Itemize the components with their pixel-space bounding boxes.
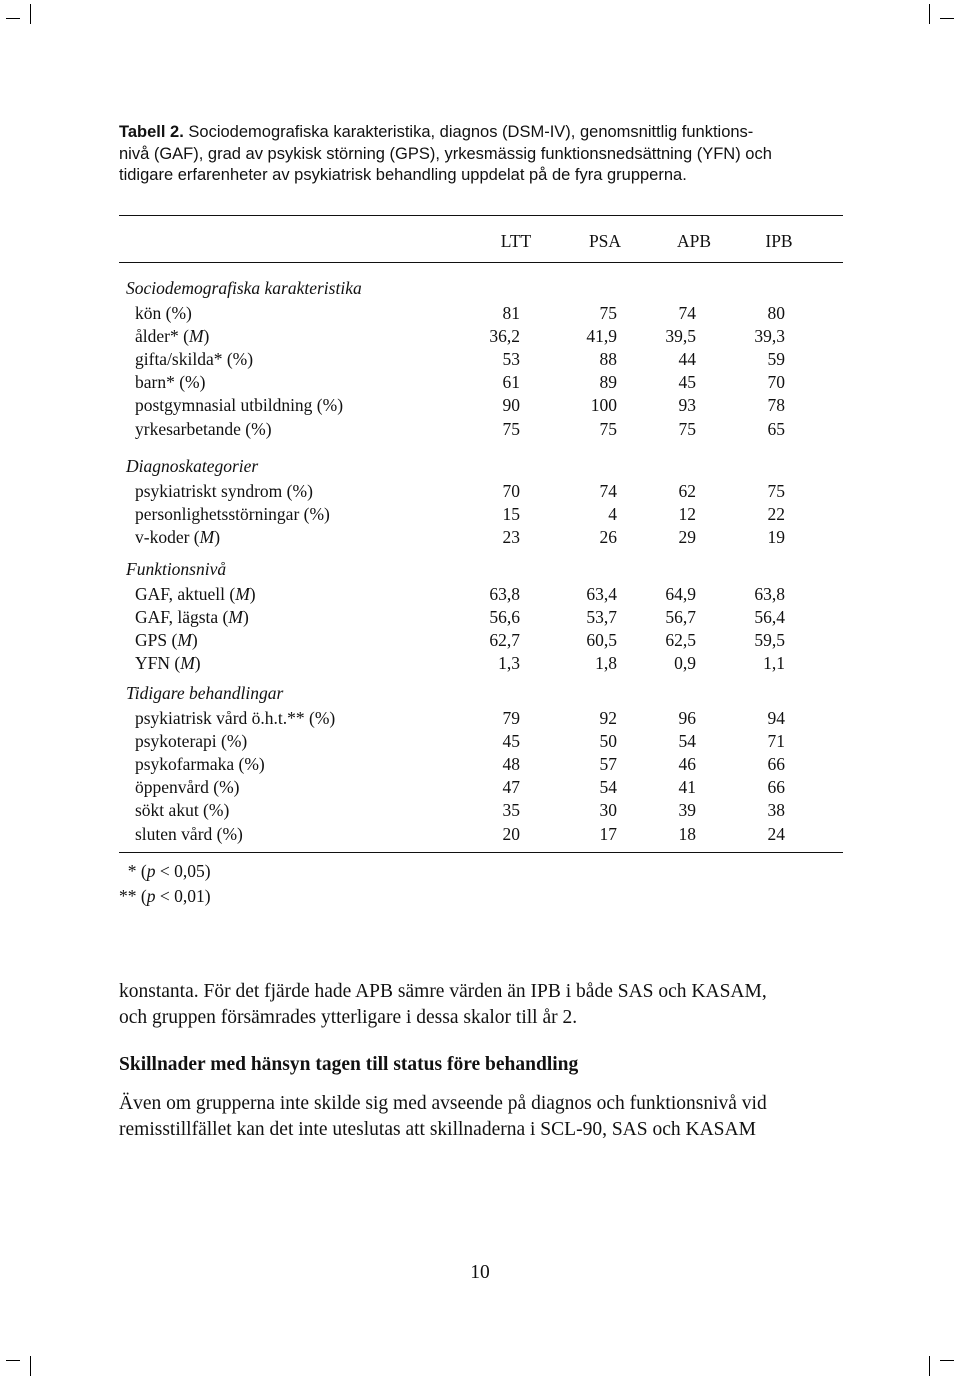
cell-apb: 45 [678,372,696,393]
column-header-ltt: LTT [500,231,532,251]
row-label-text: ) [249,583,256,604]
table-row [0,753,960,775]
cell-ipb: 70 [767,372,785,393]
table-caption [119,122,843,187]
table-row [0,418,960,440]
cell-ipb: 59,5 [754,629,785,650]
table-row [0,799,960,821]
cell-apb: 56,7 [665,606,696,627]
section-heading: Skillnader med hänsyn tagen till status före behandling [119,1054,579,1075]
row-label-text: ) [203,325,210,346]
row-label-text: v-koder ( [135,526,200,547]
row-label: gifta/skilda* (%) [135,348,254,369]
cell-apb: 96 [678,707,696,728]
row-label [135,606,249,628]
cell-ltt: 70 [502,480,520,501]
table-row [0,348,960,370]
caption-label: Tabell 2. [119,123,184,141]
footnote-2-post: < 0,01) [155,886,211,906]
cell-ipb: 24 [767,823,785,844]
cell-ltt: 53 [502,348,520,369]
cell-apb: 44 [678,348,696,369]
footnote-significance-005 [119,860,211,882]
cell-ipb: 59 [767,348,785,369]
cell-ltt: 63,8 [489,583,520,604]
column-header-ipb: IPB [765,231,793,251]
cell-apb: 74 [678,302,696,323]
cell-psa: 100 [590,395,617,416]
caption-line-1-text: Sociodemografiska karakteristika, diagnos (DSM-IV), genomsnittlig funktions- [188,123,754,141]
table-bottom-rule [119,852,843,853]
cell-ltt: 61 [502,372,520,393]
cell-apb: 62,5 [665,629,696,650]
cell-psa: 30 [599,800,617,821]
cell-ipb: 22 [767,503,785,524]
cell-apb: 39,5 [665,325,696,346]
section-title: Tidigare behandlingar [126,683,284,703]
cell-psa: 60,5 [586,629,617,650]
cell-ipb: 78 [767,395,785,416]
cell-ltt: 56,6 [489,606,520,627]
crop-mark-top-left-horizontal [6,18,20,19]
row-label-text: ) [191,629,198,650]
body-paragraph-1-line-2: och gruppen försämrades ytterligare i dessa skalor till år 2. [119,1006,578,1028]
row-label-italic: M [180,653,195,674]
row-label: öppenvård (%) [135,777,240,798]
cell-ipb: 66 [767,753,785,774]
table-row [0,707,960,729]
cell-ltt: 23 [502,526,520,547]
cell-ltt: 35 [502,800,520,821]
row-label-text: ) [242,606,249,627]
section-title: Sociodemografiska karakteristika [126,278,362,298]
row-label [135,583,256,605]
table-row [0,302,960,324]
caption-line-3: tidigare erfarenheter av psykiatrisk behandling uppdelat på de fyra grupperna. [119,166,687,184]
cell-psa: 74 [599,480,617,501]
row-label-text: GPS ( [135,629,178,650]
cell-apb: 0,9 [674,653,696,674]
cell-psa: 75 [599,418,617,439]
row-label: psykiatriskt syndrom (%) [135,480,313,501]
row-label: sluten vård (%) [135,823,243,844]
cell-psa: 63,4 [586,583,617,604]
row-label-text: ) [214,526,221,547]
cell-psa: 92 [599,707,617,728]
body-paragraph-2-line-2: remisstillfället kan det inte uteslutas att skillnaderna i SCL-90, SAS och KASAM [119,1118,756,1140]
cell-ipb: 39,3 [754,325,785,346]
crop-mark-bottom-left-vertical [30,1356,31,1376]
body-paragraph-2-line-1: Även om grupperna inte skilde sig med avseende på diagnos och funktionsnivå vid [119,1093,767,1114]
cell-ltt: 48 [502,753,520,774]
cell-ipb: 94 [767,707,785,728]
footnote-2-pre: ** ( [119,886,147,906]
row-label-italic: M [228,606,243,627]
column-header-psa: PSA [588,231,622,251]
row-label: psykofarmaka (%) [135,753,265,774]
cell-ltt: 79 [502,707,520,728]
cell-psa: 54 [599,777,617,798]
row-label-text: ) [194,653,201,674]
footnote-1-post: < 0,05) [155,861,211,881]
crop-mark-bottom-right-horizontal [940,1360,954,1361]
table-row [0,503,960,525]
cell-psa: 75 [599,302,617,323]
table-row [0,823,960,845]
row-label-italic: M [199,526,215,547]
table-row [0,480,960,502]
cell-psa: 53,7 [586,606,617,627]
table-row [0,629,960,651]
cell-ltt: 36,2 [489,325,520,346]
row-label-italic: M [177,629,192,650]
row-label [135,526,220,548]
footnote-2-p: p [146,886,156,906]
row-label: psykiatrisk vård ö.h.t.** (%) [135,707,336,728]
cell-apb: 46 [678,753,696,774]
cell-apb: 64,9 [665,583,696,604]
body-paragraph-1-line-1: konstanta. För det fjärde hade APB sämre värden än IPB i både SAS och KASAM, [119,981,767,1002]
cell-psa: 26 [599,526,617,547]
section-title: Diagnoskategorier [126,456,259,476]
row-label: barn* (%) [135,372,206,393]
footnote-significance-001 [119,885,211,907]
cell-apb: 39 [678,800,696,821]
cell-apb: 12 [678,503,696,524]
cell-ipb: 38 [767,800,785,821]
cell-ipb: 71 [767,730,785,751]
cell-ipb: 19 [767,526,785,547]
row-label-italic: M [188,325,204,346]
cell-ltt: 20 [502,823,520,844]
cell-apb: 75 [678,418,696,439]
row-label [135,325,209,347]
table-top-rule [119,215,843,216]
row-label: yrkesarbetande (%) [135,418,272,439]
table-row [0,652,960,674]
cell-ltt: 15 [502,503,520,524]
table-row [0,776,960,798]
cell-apb: 29 [678,526,696,547]
cell-ipb: 66 [767,777,785,798]
footnote-1-pre: * ( [119,861,147,881]
caption-line-1 [119,122,843,144]
row-label: kön (%) [135,302,192,323]
row-label: sökt akut (%) [135,800,230,821]
row-label-text: YFN ( [135,653,181,674]
row-label: personlighetsstörningar (%) [135,503,330,524]
row-label: psykoterapi (%) [135,730,248,751]
row-label [135,629,198,651]
cell-ipb: 1,1 [763,653,785,674]
crop-mark-top-right-horizontal [940,18,954,19]
cell-apb: 54 [678,730,696,751]
column-header-apb: APB [676,231,712,251]
cell-psa: 4 [608,503,617,524]
table-row [0,371,960,393]
cell-ltt: 75 [502,418,520,439]
row-label-text: GAF, lägsta ( [135,606,229,627]
table-row [0,583,960,605]
cell-ltt: 45 [502,730,520,751]
cell-psa: 88 [599,348,617,369]
row-label [135,652,201,674]
cell-apb: 93 [678,395,696,416]
cell-ipb: 65 [767,418,785,439]
body-paragraph-1 [119,979,843,1030]
cell-apb: 62 [678,480,696,501]
table-header-rule [119,262,843,263]
table-row [0,325,960,347]
cell-ipb: 56,4 [754,606,785,627]
cell-ltt: 47 [502,777,520,798]
table-row [0,606,960,628]
cell-ipb: 63,8 [754,583,785,604]
cell-ltt: 81 [502,302,520,323]
crop-mark-bottom-right-vertical [929,1356,930,1376]
table-row [0,730,960,752]
table-row [0,526,960,548]
cell-ltt: 90 [502,395,520,416]
cell-apb: 41 [678,777,696,798]
cell-psa: 17 [599,823,617,844]
cell-ipb: 75 [767,480,785,501]
cell-ipb: 80 [767,302,785,323]
row-label-text: ålder* ( [135,325,189,346]
cell-psa: 89 [599,372,617,393]
row-label-text: GAF, aktuell ( [135,583,236,604]
cell-psa: 57 [599,753,617,774]
footnote-1-p: p [146,861,156,881]
cell-ltt: 62,7 [489,629,520,650]
crop-mark-top-left-vertical [30,4,31,24]
cell-ltt: 1,3 [498,653,520,674]
page-number: 10 [470,1262,490,1283]
cell-psa: 1,8 [595,653,617,674]
cell-apb: 18 [678,823,696,844]
body-paragraph-2 [119,1091,843,1142]
row-label: postgymnasial utbildning (%) [135,395,344,416]
cell-psa: 41,9 [586,325,617,346]
caption-line-2: nivå (GAF), grad av psykisk störning (GPS), yrkesmässig funktionsnedsättning (YFN) och [119,144,772,163]
crop-mark-bottom-left-horizontal [6,1360,20,1361]
section-title: Funktionsnivå [126,559,227,579]
row-label-italic: M [235,583,250,604]
table-row [0,394,960,416]
cell-psa: 50 [599,730,617,751]
crop-mark-top-right-vertical [929,4,930,24]
